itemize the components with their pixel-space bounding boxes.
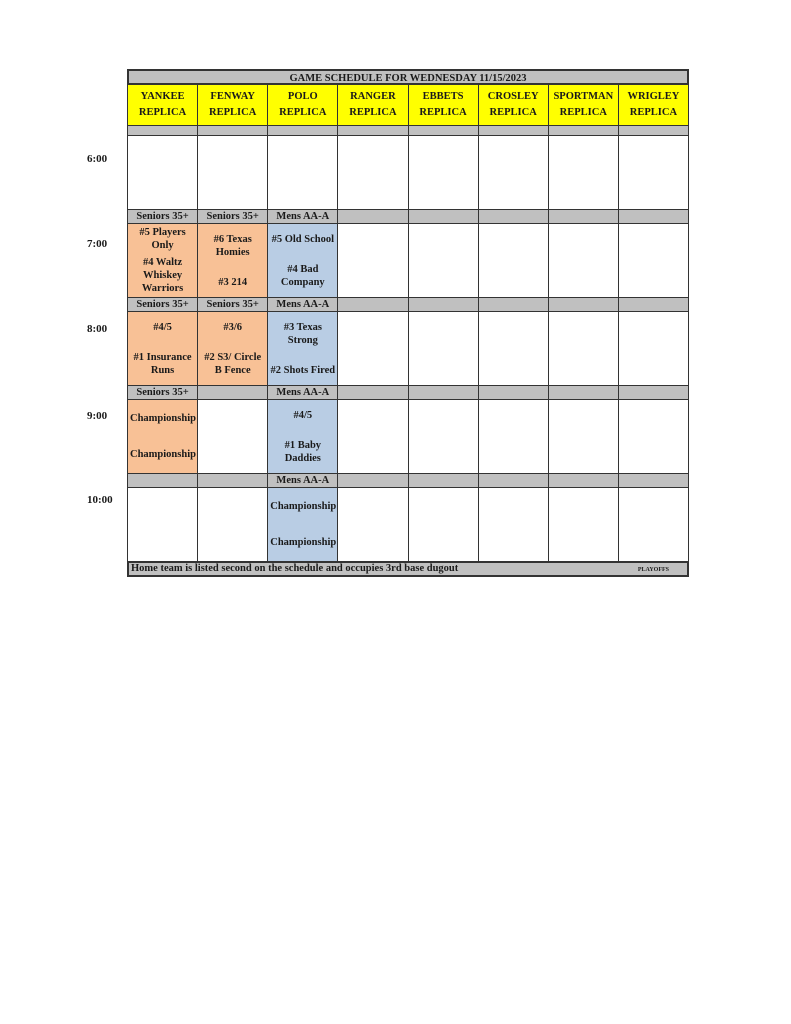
schedule-sheet	[127, 69, 689, 577]
empty-cell	[618, 400, 688, 474]
division-label	[618, 386, 688, 400]
division-label: Seniors 35+	[198, 298, 268, 312]
empty-cell	[338, 488, 408, 562]
field-header	[478, 85, 548, 126]
division-label	[478, 386, 548, 400]
division-row	[128, 474, 689, 488]
division-label	[408, 474, 478, 488]
division-label: Seniors 35+	[198, 210, 268, 224]
division-row	[128, 210, 689, 224]
empty-cell	[198, 400, 268, 474]
division-label	[548, 474, 618, 488]
division-label: Mens AA-A	[268, 386, 338, 400]
away-team: #6 Texas Homies	[213, 233, 252, 258]
empty-cell	[618, 488, 688, 562]
matchup	[268, 400, 337, 473]
home-team: #4 Waltz Whiskey Warriors	[141, 257, 184, 294]
home-team: #4 Bad Company	[280, 263, 325, 288]
empty-cell	[268, 136, 338, 210]
field-header	[408, 85, 478, 126]
division-label: Seniors 35+	[128, 298, 198, 312]
empty-cell	[338, 224, 408, 298]
game-cell	[128, 312, 198, 386]
field-name: RANGER	[350, 91, 396, 102]
away-team: #5 Players Only	[139, 227, 186, 251]
division-label	[128, 474, 198, 488]
division-label	[338, 126, 408, 136]
field-header	[548, 85, 618, 126]
field-sub: REPLICA	[138, 107, 187, 118]
home-team: #1 Baby Daddies	[284, 439, 322, 464]
division-label	[618, 210, 688, 224]
time-label: 7:00	[87, 238, 108, 250]
empty-cell	[478, 400, 548, 474]
playoffs-tag: PLAYOFFS	[637, 567, 669, 573]
division-label	[548, 298, 618, 312]
empty-cell	[128, 488, 198, 562]
away-team: #5 Old School	[271, 233, 335, 245]
division-label	[338, 474, 408, 488]
home-team: Championship	[270, 537, 337, 549]
division-label	[408, 210, 478, 224]
field-name: EBBETS	[422, 91, 464, 102]
home-team: #3 214	[218, 276, 248, 288]
matchup	[268, 312, 337, 385]
time-label: 6:00	[87, 153, 108, 165]
matchup	[198, 224, 267, 297]
division-label: Seniors 35+	[128, 386, 198, 400]
division-label	[268, 126, 338, 136]
time-label: 9:00	[87, 410, 108, 422]
division-row	[128, 386, 689, 400]
empty-cell	[338, 400, 408, 474]
field-sub: REPLICA	[629, 107, 678, 118]
empty-cell	[548, 224, 618, 298]
empty-cell	[478, 224, 548, 298]
division-label	[338, 298, 408, 312]
field-header	[618, 85, 688, 126]
field-name: YANKEE	[140, 91, 185, 102]
field-name: SPORTMAN	[553, 91, 614, 102]
matchup	[198, 312, 267, 385]
empty-cell	[618, 312, 688, 386]
division-label	[198, 386, 268, 400]
home-team: #2 Shots Fired	[270, 364, 336, 376]
division-label	[618, 126, 688, 136]
schedule-footer	[127, 562, 689, 577]
field-name: FENWAY	[210, 91, 255, 102]
time-label: 10:00	[87, 494, 113, 506]
matchup	[128, 224, 197, 297]
game-cell	[128, 224, 198, 298]
field-sub: REPLICA	[349, 107, 397, 118]
away-team: #3/6	[223, 321, 243, 333]
field-sub: REPLICA	[559, 107, 607, 118]
schedule-title: GAME SCHEDULE FOR WEDNESDAY 11/15/2023	[127, 69, 689, 84]
empty-cell	[408, 400, 478, 474]
home-team: Championship	[130, 449, 196, 461]
empty-cell	[408, 312, 478, 386]
division-label	[408, 298, 478, 312]
home-team-note: Home team is listed second on the schedule and occupies 3rd base dugout	[131, 563, 459, 574]
division-label	[338, 386, 408, 400]
division-label: Mens AA-A	[268, 298, 338, 312]
schedule-grid-body	[128, 85, 689, 562]
matchup	[128, 312, 197, 385]
field-sub: REPLICA	[489, 107, 537, 118]
field-sub: REPLICA	[419, 107, 467, 118]
field-header	[198, 85, 268, 126]
division-label: Seniors 35+	[128, 210, 198, 224]
division-label	[408, 386, 478, 400]
field-name: WRIGLEY	[627, 91, 680, 102]
empty-cell	[548, 136, 618, 210]
field-name: CROSLEY	[487, 91, 539, 102]
empty-cell	[408, 488, 478, 562]
empty-cell	[338, 136, 408, 210]
empty-cell	[478, 136, 548, 210]
field-sub: REPLICA	[209, 107, 257, 118]
division-label	[548, 210, 618, 224]
field-name: POLO	[287, 91, 318, 102]
matchup	[128, 400, 197, 473]
field-header	[128, 85, 198, 126]
away-team: Championship	[130, 412, 196, 424]
division-label	[548, 386, 618, 400]
division-label	[618, 298, 688, 312]
game-cell	[128, 400, 198, 474]
empty-cell	[618, 224, 688, 298]
away-team: #3 Texas Strong	[283, 321, 322, 346]
game-cell	[198, 312, 268, 386]
game-cell	[268, 224, 338, 298]
empty-cell	[548, 488, 618, 562]
empty-cell	[408, 224, 478, 298]
field-header-row	[128, 85, 689, 126]
division-row	[128, 126, 689, 136]
division-row	[128, 298, 689, 312]
division-label	[478, 126, 548, 136]
division-label	[198, 126, 268, 136]
away-team: #4/5	[153, 321, 172, 333]
time-slot-row	[128, 312, 689, 386]
home-team: #1 Insurance Runs	[133, 351, 192, 376]
game-cell	[268, 312, 338, 386]
matchup	[268, 488, 337, 561]
time-slot-row	[128, 224, 689, 298]
empty-cell	[618, 136, 688, 210]
empty-cell	[198, 488, 268, 562]
division-label	[478, 298, 548, 312]
empty-cell	[548, 400, 618, 474]
division-label: Mens AA-A	[268, 474, 338, 488]
division-label	[198, 474, 268, 488]
division-label: Mens AA-A	[268, 210, 338, 224]
division-label	[338, 210, 408, 224]
field-sub: REPLICA	[279, 107, 327, 118]
empty-cell	[478, 312, 548, 386]
division-label	[478, 474, 548, 488]
division-label	[548, 126, 618, 136]
matchup	[268, 224, 337, 297]
home-team: #2 S3/ Circle B Fence	[204, 351, 262, 376]
empty-cell	[548, 312, 618, 386]
time-slot-row	[128, 400, 689, 474]
away-team: #4/5	[293, 409, 313, 421]
empty-cell	[408, 136, 478, 210]
empty-cell	[198, 136, 268, 210]
game-cell	[268, 400, 338, 474]
empty-cell	[128, 136, 198, 210]
empty-cell	[338, 312, 408, 386]
time-slot-row	[128, 136, 689, 210]
game-cell	[198, 224, 268, 298]
time-slot-row	[128, 488, 689, 562]
game-cell	[268, 488, 338, 562]
division-label	[128, 126, 198, 136]
field-header	[268, 85, 338, 126]
division-label	[478, 210, 548, 224]
division-label	[408, 126, 478, 136]
division-label	[618, 474, 688, 488]
schedule-grid	[127, 84, 689, 562]
time-label: 8:00	[87, 323, 108, 335]
field-header	[338, 85, 408, 126]
away-team: Championship	[270, 500, 337, 512]
empty-cell	[478, 488, 548, 562]
